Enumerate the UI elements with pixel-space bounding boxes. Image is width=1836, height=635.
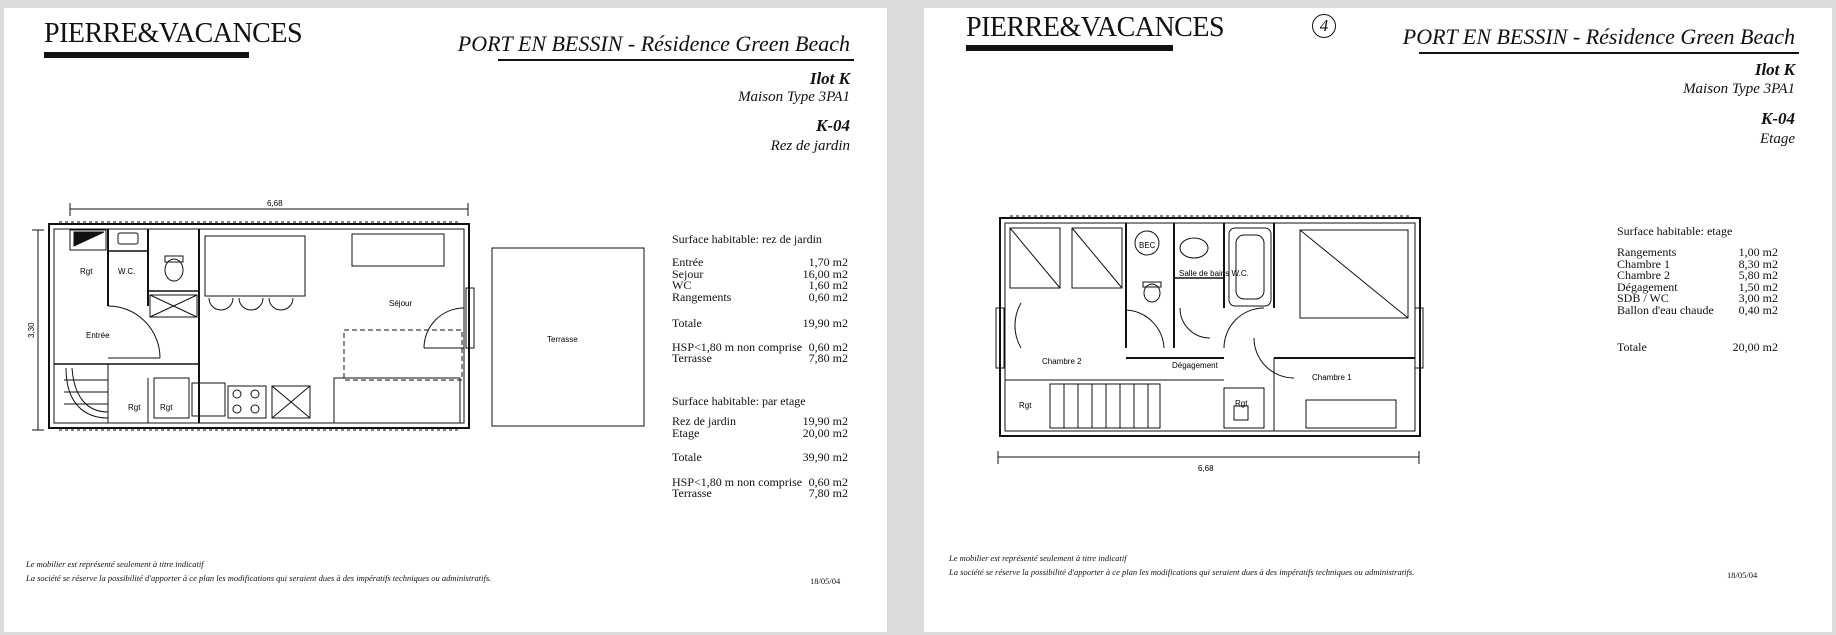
room-terrasse: Terrasse xyxy=(547,335,578,344)
room-rgt-2: Rgt xyxy=(128,403,141,412)
surface-label: Ballon d'eau chaude xyxy=(1617,302,1714,317)
surface-total-label: Totale xyxy=(1617,340,1647,354)
room-chambre-1: Chambre 1 xyxy=(1312,373,1352,382)
surface-total-label: Totale xyxy=(672,316,702,330)
surface-extra-value: 0,60 m2 xyxy=(808,339,848,354)
notice-furniture: Le mobilier est représenté seulement à titre indicatif xyxy=(949,553,1127,563)
surface-table-par-etage xyxy=(672,416,848,500)
surface-extra-label: HSP<1,80 m non comprise xyxy=(672,339,803,354)
room-rgt-1: Rgt xyxy=(1019,401,1032,410)
room-wc: W.C. xyxy=(118,267,136,276)
dim-height-label: 3,30 xyxy=(27,322,36,338)
surface-row xyxy=(672,289,848,304)
project-title: PORT EN BESSIN - Résidence Green Beach xyxy=(457,31,850,56)
surface-label: SDB / WC xyxy=(1617,291,1669,305)
room-sdb: Salle de bains W.C. xyxy=(1179,269,1249,278)
room-chambre-2: Chambre 2 xyxy=(1042,357,1082,366)
brand-logo: PIERRE&VACANCES xyxy=(44,18,303,49)
surface-title-etage: Surface habitable: par etage xyxy=(672,394,806,408)
surface-label: Rangements xyxy=(1617,245,1677,259)
surface-value: 8,30 m2 xyxy=(1738,256,1778,271)
plan-sheet-rez-de-jardin xyxy=(4,8,887,632)
room-degagement: Dégagement xyxy=(1172,361,1218,370)
maison-type: Maison Type 3PA1 xyxy=(738,89,850,105)
surface-label: Sejour xyxy=(672,266,704,281)
surface-value: 16,00 m2 xyxy=(802,266,848,281)
surface-label: Chambre 2 xyxy=(1617,268,1670,282)
page-stamp: 4 xyxy=(1312,14,1336,38)
surface-total xyxy=(672,318,848,330)
room-rgt-2: Rgt xyxy=(1235,399,1248,408)
surface-total-value: 19,90 m2 xyxy=(802,316,848,330)
dim-width-label: 6,68 xyxy=(267,199,283,208)
surface-total-label: Totale xyxy=(672,450,702,464)
surface-table-etage xyxy=(1617,247,1778,354)
plan-date: 18/05/04 xyxy=(810,576,841,586)
ilot-label: Ilot K xyxy=(809,69,850,88)
ilot-label: Ilot K xyxy=(1754,60,1795,79)
surface-row xyxy=(672,425,848,440)
surface-value: 3,00 m2 xyxy=(1738,291,1778,305)
project-title: PORT EN BESSIN - Résidence Green Beach xyxy=(1402,24,1795,49)
surface-total xyxy=(672,452,848,464)
room-bec: BEC xyxy=(1139,241,1156,250)
surface-title-etage: Surface habitable: etage xyxy=(1617,224,1733,238)
dim-width-label: 6,68 xyxy=(1198,464,1214,473)
surface-row xyxy=(1617,302,1778,317)
surface-extra-label: HSP<1,80 m non comprise xyxy=(672,474,803,489)
room-rgt-1: Rgt xyxy=(80,267,93,276)
surface-total-value: 20,00 m2 xyxy=(1732,340,1778,354)
surface-extra xyxy=(672,353,848,365)
surface-extra-value: 7,80 m2 xyxy=(808,351,848,365)
surface-title-rez: Surface habitable: rez de jardin xyxy=(672,232,822,246)
surface-label: Dégagement xyxy=(1617,279,1678,294)
surface-value: 1,70 m2 xyxy=(808,255,848,269)
surface-value: 0,60 m2 xyxy=(808,289,848,304)
surface-extra-label: Terrasse xyxy=(672,351,712,365)
surface-label: Rangements xyxy=(672,289,732,304)
notice-modifications: La société se réserve la possibilité d'apporter à ce plan les modifications qui seraient dues à des impératifs techniques ou administratifs. xyxy=(26,573,492,583)
surface-value: 20,00 m2 xyxy=(802,425,848,440)
plan-sheet-etage xyxy=(924,8,1832,632)
plan-date: 18/05/04 xyxy=(1727,570,1758,580)
surface-value: 1,00 m2 xyxy=(1738,245,1778,259)
floor-level: Rez de jardin xyxy=(770,138,850,154)
surface-value: 1,50 m2 xyxy=(1738,279,1778,294)
notice-furniture: Le mobilier est représenté seulement à titre indicatif xyxy=(26,559,204,569)
surface-value: 0,40 m2 xyxy=(1738,302,1778,317)
surface-extra-label: Terrasse xyxy=(672,486,712,500)
surface-value: 19,90 m2 xyxy=(802,414,848,428)
surface-value: 1,60 m2 xyxy=(808,278,848,292)
lot-number: K-04 xyxy=(816,116,850,135)
notice-modifications: La société se réserve la possibilité d'apporter à ce plan les modifications qui seraient dues à des impératifs techniques ou administratifs. xyxy=(949,567,1415,577)
surface-label: WC xyxy=(672,278,692,292)
lot-number: K-04 xyxy=(1761,109,1795,128)
surface-total-value: 39,90 m2 xyxy=(802,450,848,464)
floor-level: Etage xyxy=(1760,131,1795,147)
room-rgt-3: Rgt xyxy=(160,403,173,412)
surface-table-rez xyxy=(672,257,848,365)
maison-type: Maison Type 3PA1 xyxy=(1683,81,1795,97)
room-sejour: Séjour xyxy=(389,299,413,308)
surface-extra-value: 7,80 m2 xyxy=(808,486,848,500)
surface-label: Rez de jardin xyxy=(672,414,736,428)
surface-label: Chambre 1 xyxy=(1617,256,1670,271)
surface-total xyxy=(1617,342,1778,354)
room-entree: Entrée xyxy=(86,331,110,340)
surface-label: Etage xyxy=(672,425,700,440)
surface-label: Entrée xyxy=(672,255,704,269)
surface-extra xyxy=(672,488,848,500)
surface-value: 5,80 m2 xyxy=(1738,268,1778,282)
surface-extra-value: 0,60 m2 xyxy=(808,474,848,489)
brand-logo: PIERRE&VACANCES xyxy=(966,12,1225,43)
